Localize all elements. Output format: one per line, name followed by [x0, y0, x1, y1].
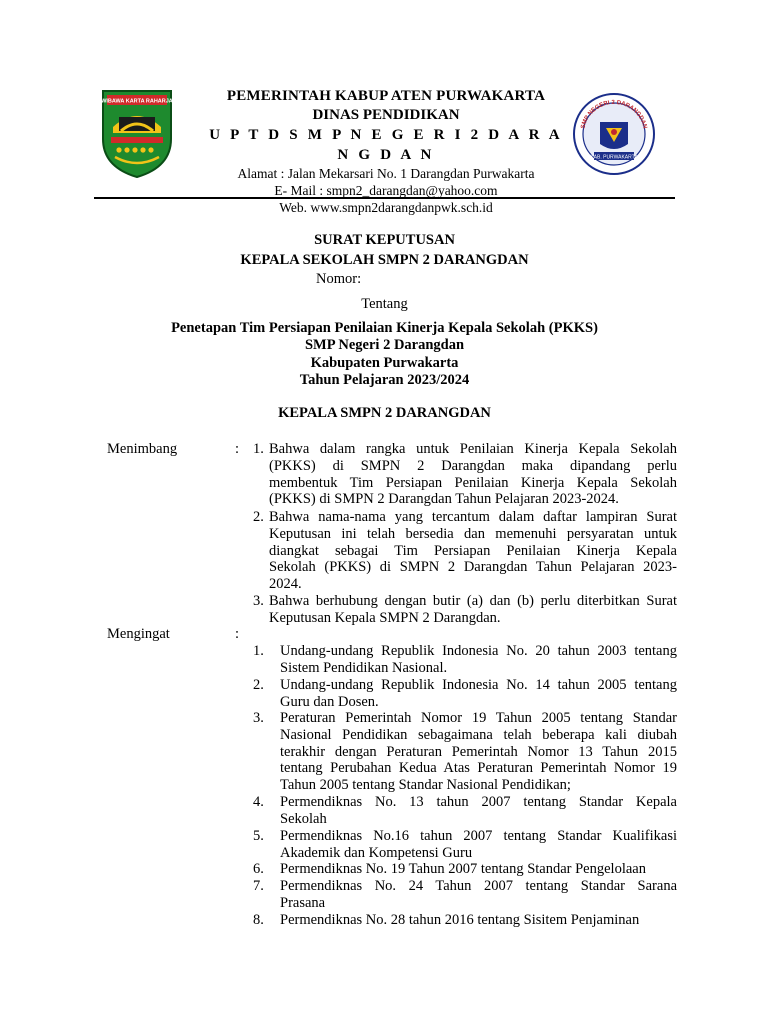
- letterhead-department: DINAS PENDIDIKAN: [312, 107, 460, 123]
- decree-issuer: KEPALA SEKOLAH SMPN 2 DARANGDAN: [240, 252, 529, 268]
- mengingat-item-line: Undang-undang Republik Indonesia No. 14 tahun 2005 tentang: [280, 677, 677, 693]
- letterhead-school: U P T D S M P N E G E R I 2 D A R A N G D A N: [209, 127, 563, 163]
- letterhead-email: E- Mail : smpn2_darangdan@yahoo.com: [274, 183, 498, 198]
- mengingat-item-line: Undang-undang Republik Indonesia No. 20 tahun 2003 tentang: [280, 643, 677, 659]
- emblem-bottom-text: KAB. PURWAKARTA: [590, 154, 638, 161]
- menimbang-label: Menimbang: [107, 441, 178, 457]
- mengingat-colon: :: [235, 626, 240, 642]
- menimbang-colon: :: [235, 441, 240, 457]
- school-emblem-logo: [572, 92, 656, 176]
- letterhead-address: Alamat : Jalan Mekarsari No. 1 Darangdan Purwakarta: [237, 166, 535, 181]
- decree-subject-line3: Kabupaten Purwakarta: [310, 355, 459, 371]
- mengingat-item-line: terakhir dengan Peraturan Pemerintah Nomor 13 Tahun 2015: [280, 743, 677, 760]
- mengingat-item-line: Sistem Pendidikan Nasional.: [280, 659, 448, 676]
- mengingat-item-number: 3.: [253, 710, 264, 726]
- menimbang-item-line: 2024.: [269, 576, 302, 593]
- mengingat-item-line: tentang Perubahan Kedua Atas Peraturan Pemerintah Nomor 19: [280, 760, 677, 777]
- mengingat-item-line: Permendiknas No. 13 tahun 2007 tentang Standar Kepala: [280, 794, 677, 810]
- mengingat-item-line: Nasional Pendidikan sebagaimana telah beberapa kali diubah: [280, 726, 677, 743]
- menimbang-item-number: 2.: [253, 509, 264, 525]
- decree-about-label: Tentang: [361, 296, 408, 312]
- mengingat-item-number: 2.: [253, 677, 264, 693]
- mengingat-item-line: Sekolah: [280, 810, 327, 827]
- purwakarta-crest-logo: [99, 87, 175, 179]
- mengingat-item-number: 5.: [253, 828, 264, 844]
- mengingat-item-line: Permendiknas No. 28 tahun 2016 tentang Sisitem Penjaminan: [280, 912, 640, 928]
- mengingat-item-line: Tahun 2005 tentang Standar Nasional Pendidikan;: [280, 777, 571, 794]
- mengingat-label: Mengingat: [107, 626, 170, 642]
- decree-number: Nomor:: [316, 271, 362, 287]
- menimbang-item-line: membentuk Tim Persiapan Penilaian Kinerja Kepala Sekolah: [269, 474, 677, 491]
- decree-heading: KEPALA SMPN 2 DARANGDAN: [278, 405, 491, 421]
- decree-title: SURAT KEPUTUSAN: [314, 232, 455, 248]
- emblem-ring-text: SMP NEGERI 2 DARANGDAN: [580, 99, 648, 130]
- mengingat-item-number: 4.: [253, 794, 264, 810]
- menimbang-item-line: Bahwa nama-nama yang tercantum dalam daftar lampiran Surat: [269, 509, 677, 525]
- menimbang-item-line: Keputusan Kepala SMPN 2 Darangdan.: [269, 609, 501, 626]
- mengingat-item-number: 8.: [253, 912, 264, 928]
- menimbang-item-number: 3.: [253, 593, 264, 609]
- mengingat-item-line: Prasana: [280, 894, 326, 911]
- mengingat-item-line: Guru dan Dosen.: [280, 693, 379, 710]
- mengingat-item-line: Peraturan Pemerintah Nomor 19 Tahun 2005 tentang Standar: [280, 710, 677, 726]
- menimbang-item-line: Sekolah (PKKS) di SMPN 2 Darangdan Tahun Pelajaran 2023-: [269, 559, 677, 576]
- mengingat-item-number: 7.: [253, 878, 264, 894]
- mengingat-item-line: Permendiknas No. 19 Tahun 2007 tentang Standar Pengelolaan: [280, 861, 646, 877]
- letterhead-divider: [94, 197, 675, 199]
- menimbang-item-line: (PKKS) di SMPN 2 Darangdan maka dipandang perlu: [269, 457, 677, 474]
- menimbang-item-line: Bahwa dalam rangka untuk Penilaian Kinerja Kepala Sekolah: [269, 441, 677, 457]
- menimbang-item-line: (PKKS) di SMPN 2 Darangdan Tahun Pelajaran 2023-2024.: [269, 491, 619, 508]
- mengingat-item-line: Permendiknas No. 24 Tahun 2007 tentang Standar Sarana: [280, 878, 677, 894]
- mengingat-item-line: Permendiknas No.16 tahun 2007 tentang Standar Kualifikasi: [280, 828, 677, 844]
- mengingat-item-line: Akademik dan Kompetensi Guru: [280, 844, 473, 861]
- menimbang-item-line: Keputusan ini telah bersedia dan memenuhi persyaratan untuk: [269, 525, 677, 542]
- crest-banner-text: WIBAWA KARTA RAHARJA: [101, 98, 173, 105]
- decree-subject-line1: Penetapan Tim Persiapan Penilaian Kinerja Kepala Sekolah (PKKS): [171, 320, 598, 336]
- menimbang-item-line: Bahwa berhubung dengan butir (a) dan (b) perlu diterbitkan Surat: [269, 593, 677, 609]
- decree-subject-line2: SMP Negeri 2 Darangdan: [304, 337, 465, 353]
- mengingat-item-number: 6.: [253, 861, 264, 877]
- menimbang-item-line: diangkat sebagai Tim Persiapan Penilaian Kinerja Kepala: [269, 542, 677, 559]
- letterhead-government: PEMERINTAH KABUP ATEN PURWAKARTA: [226, 88, 546, 104]
- decree-subject-line4: Tahun Pelajaran 2023/2024: [299, 372, 470, 388]
- letterhead-web: Web. www.smpn2darangdanpwk.sch.id: [279, 200, 493, 215]
- mengingat-item-number: 1.: [253, 643, 264, 659]
- menimbang-item-number: 1.: [253, 441, 264, 457]
